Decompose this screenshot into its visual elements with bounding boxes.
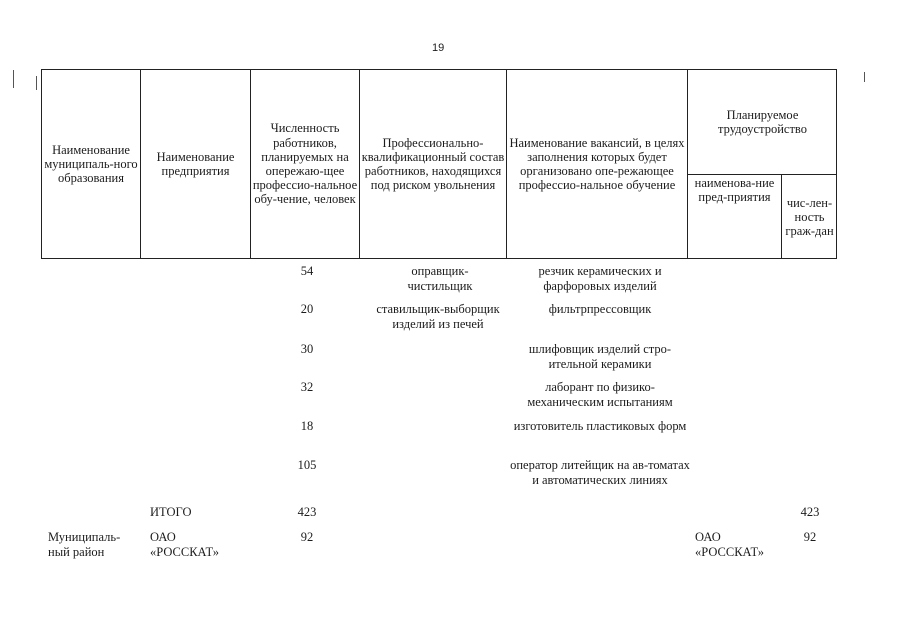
row-2-vacancy: фильтрпрессовщик [548, 302, 652, 316]
page-number: 19 [432, 42, 445, 54]
scan-mark-left [13, 70, 14, 88]
enterprise-name: ОАО «РОССКАТ» [150, 530, 220, 559]
row-2-staff: ставильщик-выборщик изделий из печей [376, 302, 500, 331]
row-1-vacancy: резчик керамических и фарфоровых изделий [538, 264, 662, 293]
enterprise-count: 92 [300, 530, 314, 544]
row-1-staff: оправщик-чистильщик [407, 264, 473, 293]
employer-name: ОАО «РОССКАТ» [695, 530, 765, 559]
total-label: ИТОГО [150, 505, 192, 519]
header-enterprise: Наименование предприятия [156, 149, 235, 178]
row-6-vacancy: оператор литейщик на ав-томатах и автоматических линиях [510, 458, 690, 487]
header-employer-name: наименова-ние пред-приятия [694, 176, 775, 205]
row-4-count: 32 [300, 380, 314, 394]
municipality-name: Муниципаль-ный район [48, 530, 121, 559]
scan-mark-left-2 [36, 76, 37, 90]
employed-count: 92 [803, 530, 817, 544]
row-2-count: 20 [300, 302, 314, 316]
row-3-vacancy: шлифовщик изделий стро-ительной керамики [528, 342, 672, 371]
row-1-count: 54 [300, 264, 314, 278]
total-count: 423 [297, 505, 317, 519]
header-municipality: Наименование муниципаль-ного образования [44, 142, 138, 186]
row-4-vacancy: лаборант по физико-механическим испытаниям [527, 380, 673, 409]
header-staff-composition: Профессионально-квалификационный состав работников, находящихся под риском увольнения [361, 135, 505, 193]
header-planned-employment: Планируемое трудоустройство [718, 107, 807, 136]
row-5-count: 18 [300, 419, 314, 433]
header-trainee-count: Численность работников, планируемых на опережаю-щее профессио-нальное обу-чение, человек [252, 121, 358, 207]
header-vacancies: Наименование вакансий, в целях заполнения которых будет организовано опе-режающее профессио-нальное обучение [509, 135, 685, 193]
scan-mark-right [864, 72, 865, 82]
row-6-count: 105 [297, 458, 317, 472]
header-citizens-count: чис-лен-ность граж-дан [785, 195, 834, 239]
row-5-vacancy: изготовитель пластиковых форм [513, 419, 687, 433]
table-header [41, 69, 837, 259]
total-employed: 423 [800, 505, 820, 519]
row-3-count: 30 [300, 342, 314, 356]
